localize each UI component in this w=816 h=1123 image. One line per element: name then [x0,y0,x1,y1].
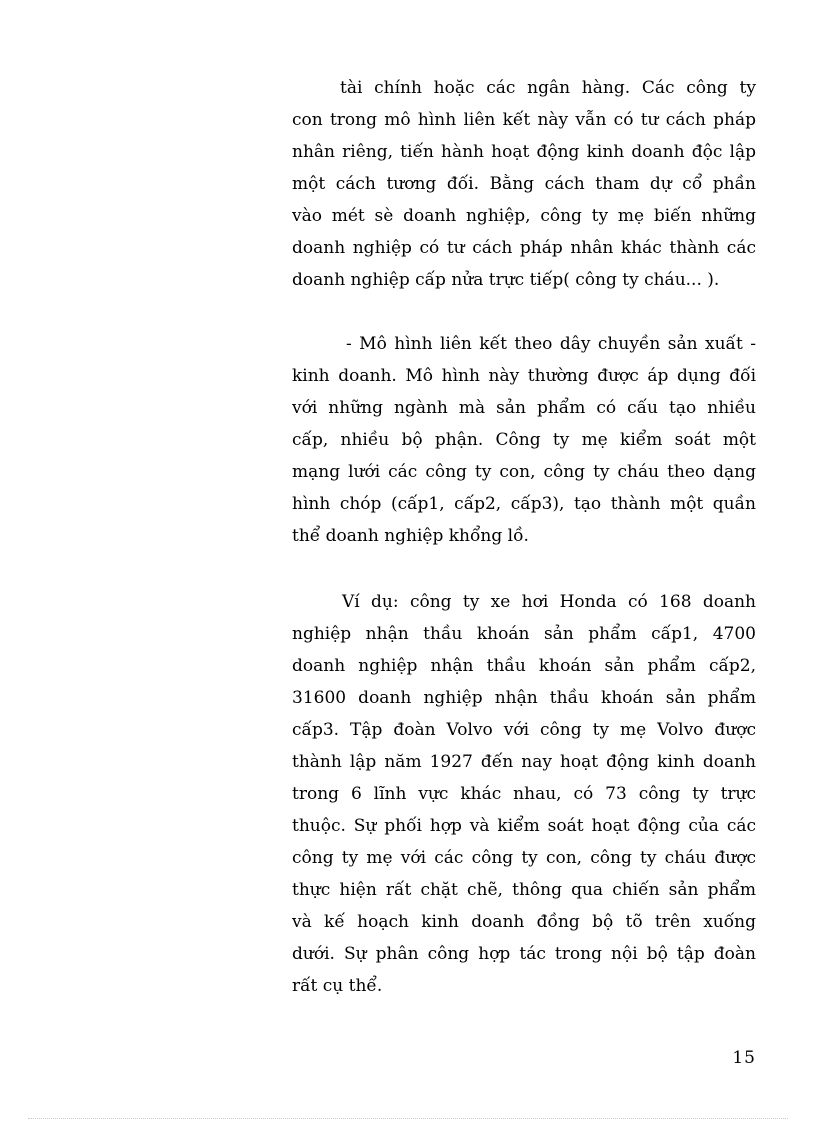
text-line: thực hiện rất chặt chẽ, thông qua chiến sản phẩm [292,880,756,900]
text-line: công ty mẹ với các công ty con, công ty cháu được [292,848,756,868]
text-line: doanh nghiệp có tư cách pháp nhân khác thành các [292,238,756,258]
text-line: doanh nghiệp cấp nửa trực tiếp( công ty cháu... ). [292,270,720,290]
text-line: mạng lưới các công ty con, công ty cháu theo dạng [292,462,756,482]
text-line: kinh doanh. Mô hình này thường được áp dụng đối [292,366,756,386]
text-line: thuộc. Sự phối hợp và kiểm soát hoạt động của các [292,816,756,836]
text-line: với những ngành mà sản phẩm có cấu tạo nhiều [292,398,756,418]
text-line: một cách tương đối. Bằng cách tham dự cổ phần [292,174,756,194]
text-line: nghiệp nhận thầu khoán sản phẩm cấp1, 4700 [292,624,756,644]
text-line: 31600 doanh nghiệp nhận thầu khoán sản phẩm [292,688,756,708]
text-line: doanh nghiệp nhận thầu khoán sản phẩm cấp2, [292,656,756,676]
text-line: dưới. Sự phân công hợp tác trong nội bộ tập đoàn [292,944,756,964]
text-line: - Mô hình liên kết theo dây chuyền sản xuất - [346,334,756,354]
text-line: nhân riêng, tiến hành hoạt động kinh doanh độc lập [292,142,756,162]
text-line: thể doanh nghiệp khổng lồ. [292,526,529,546]
text-line: trong 6 lĩnh vực khác nhau, có 73 công ty trực [292,784,756,804]
page-number: 15 [732,1048,756,1068]
text-line: thành lập năm 1927 đến nay hoạt động kinh doanh [292,752,756,772]
text-line: vào mét sè doanh nghiệp, công ty mẹ biến những [292,206,756,226]
text-line: Ví dụ: công ty xe hơi Honda có 168 doanh [342,592,756,612]
footer-divider [28,1118,788,1119]
text-line: tài chính hoặc các ngân hàng. Các công ty [340,78,756,98]
text-line: hình chóp (cấp1, cấp2, cấp3), tạo thành một quần [292,494,756,514]
text-line: cấp3. Tập đoàn Volvo với công ty mẹ Volvo được [292,720,756,740]
text-line: và kế hoạch kinh doanh đồng bộ tõ trên xuống [292,912,756,932]
text-line: cấp, nhiều bộ phận. Công ty mẹ kiểm soát một [292,430,756,450]
text-line: rất cụ thể. [292,976,383,996]
text-line: con trong mô hình liên kết này vẫn có tư cách pháp [292,110,756,130]
